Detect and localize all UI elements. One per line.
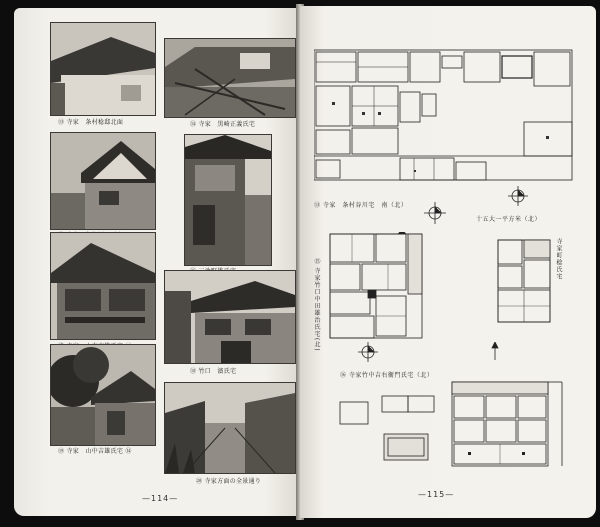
floor-plan-4 (322, 380, 572, 472)
photo-storehouse (50, 22, 156, 116)
photo-street-view (164, 382, 296, 474)
plan-caption-vertical: 寺家町稔氏宅 (555, 238, 562, 280)
photo-caption: ⑭ 寺家 黒崎正義氏宅 (190, 121, 256, 128)
floor-plan-main (314, 42, 574, 192)
photo-two-story-house (50, 232, 156, 340)
photo-caption: ⑱ 竹口 濱氏宅 (190, 368, 237, 375)
photo-caption: ⑲ 寺家 山中吉雄氏宅 ⑭ (58, 448, 132, 455)
north-arrow-icon (508, 186, 528, 206)
photo-wooden-facade (184, 134, 272, 266)
photo-collapsed-roof (164, 38, 296, 118)
page-number: —114— (142, 494, 179, 503)
floor-plan-2 (328, 232, 426, 342)
photo-street-house (164, 270, 296, 364)
north-arrow-icon (358, 342, 378, 362)
photo-caption: ⑬ 寺家 条村稔邸北面 (58, 119, 124, 126)
floor-plan-3 (496, 238, 552, 324)
photo-tree-house (50, 344, 156, 446)
plan-caption-vertical: ⑮ 寺家竹口中田雄治氏宅(北) (313, 258, 320, 352)
plan-caption: 十五大一平方米（北） (476, 216, 542, 223)
right-page (300, 6, 596, 518)
left-page (14, 8, 300, 516)
north-arrow-icon (424, 202, 446, 224)
photo-gabled-house (50, 132, 156, 230)
photo-caption: ⑳ 寺家方面の全景通り (196, 478, 262, 485)
plan-caption: ⑯ 寺家竹中吉右衛門氏宅（北） (340, 372, 434, 379)
plan-caption: ⑬ 寺家 条村谷川宅 南（北） (314, 202, 408, 209)
north-arrow-icon (486, 342, 504, 360)
page-number: —115— (418, 490, 455, 499)
